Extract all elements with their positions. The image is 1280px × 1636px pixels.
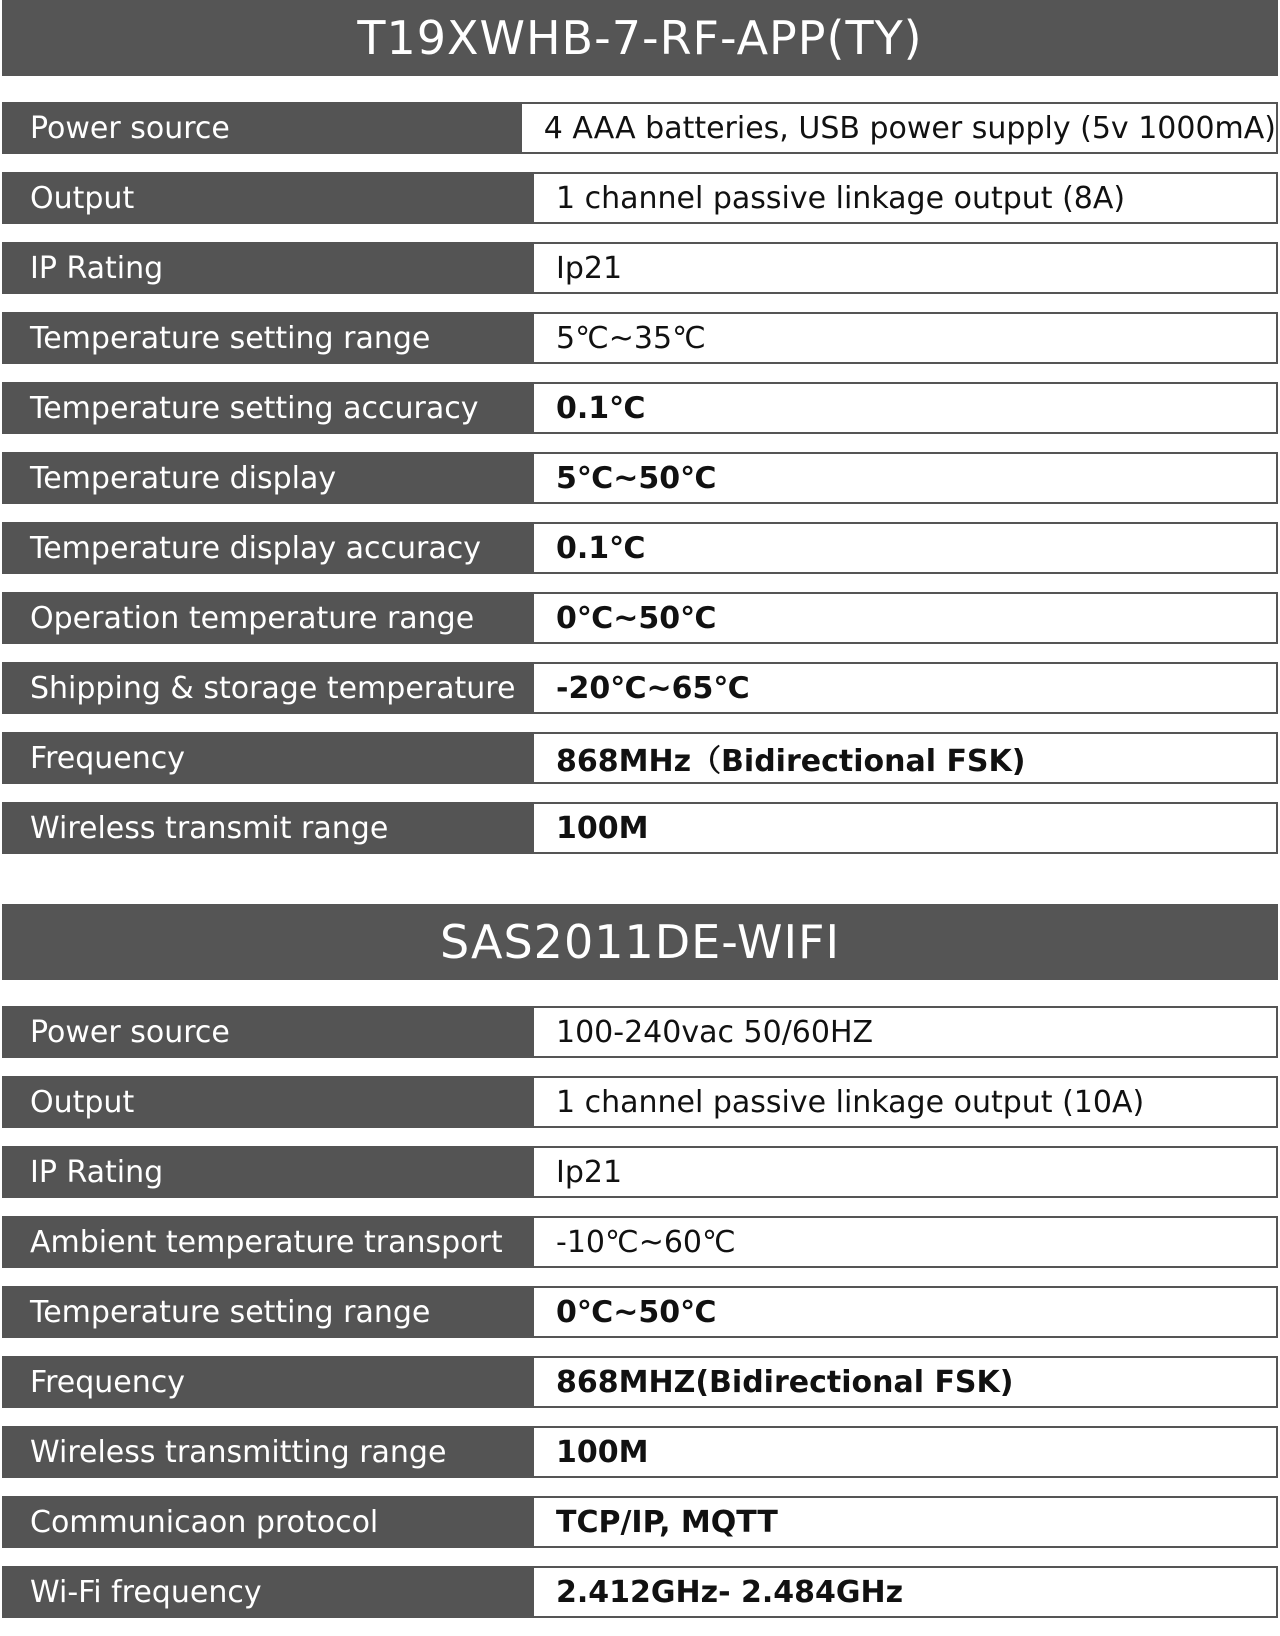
spec-row — [2, 1146, 1278, 1198]
spec-row — [2, 382, 1278, 434]
spec-value: 5℃~35℃ — [534, 312, 1278, 364]
spec-row — [2, 172, 1278, 224]
spec-label: Power source — [2, 102, 522, 154]
spec-value: TCP/IP, MQTT — [534, 1496, 1278, 1548]
spec-label: Output — [2, 1076, 534, 1128]
spec-section-sas2011de — [2, 904, 1278, 1636]
spec-label: Temperature display accuracy — [2, 522, 534, 574]
spec-row — [2, 1286, 1278, 1338]
spec-label: IP Rating — [2, 1146, 534, 1198]
spec-label: Output — [2, 172, 534, 224]
spec-label: Frequency — [2, 732, 534, 784]
spec-value: 100M — [534, 1426, 1278, 1478]
spec-row — [2, 312, 1278, 364]
spec-row — [2, 732, 1278, 784]
spec-row — [2, 242, 1278, 294]
spec-row — [2, 102, 1278, 154]
spec-row — [2, 1566, 1278, 1618]
spec-label: Shipping & storage temperature — [2, 662, 534, 714]
spec-label: Operation temperature range — [2, 592, 534, 644]
spec-value: 4 AAA batteries, USB power supply (5v 1000mA) — [522, 102, 1278, 154]
spec-row — [2, 592, 1278, 644]
spec-row — [2, 522, 1278, 574]
spec-row — [2, 802, 1278, 854]
spec-value: 1 channel passive linkage output (10A) — [534, 1076, 1278, 1128]
spec-value: 100-240vac 50/60HZ — [534, 1006, 1278, 1058]
spec-row — [2, 1496, 1278, 1548]
spec-label: Power source — [2, 1006, 534, 1058]
spec-label: Temperature setting accuracy — [2, 382, 534, 434]
spec-value: -10℃~60℃ — [534, 1216, 1278, 1268]
spec-row — [2, 662, 1278, 714]
spec-value: 5℃~50℃ — [534, 452, 1278, 504]
spec-value: Ip21 — [534, 1146, 1278, 1198]
spec-label: Temperature setting range — [2, 1286, 534, 1338]
spec-row — [2, 1356, 1278, 1408]
spec-label: Temperature display — [2, 452, 534, 504]
spec-label: Communicaon protocol — [2, 1496, 534, 1548]
spec-label: Ambient temperature transport — [2, 1216, 534, 1268]
spec-value: 1 channel passive linkage output (8A) — [534, 172, 1278, 224]
spec-value: 868MHz（Bidirectional FSK) — [534, 732, 1278, 784]
section-title: SAS2011DE-WIFI — [2, 904, 1278, 980]
spec-row — [2, 1076, 1278, 1128]
spec-value: Ip21 — [534, 242, 1278, 294]
spec-label: Wireless transmit range — [2, 802, 534, 854]
spec-label: Temperature setting range — [2, 312, 534, 364]
spec-value: 0℃~50℃ — [534, 592, 1278, 644]
spec-label: Wi-Fi frequency — [2, 1566, 534, 1618]
spec-row — [2, 1426, 1278, 1478]
spec-table — [2, 1006, 1278, 1618]
spec-row — [2, 1006, 1278, 1058]
spec-row — [2, 1216, 1278, 1268]
spec-value: 0.1℃ — [534, 382, 1278, 434]
spec-label: Frequency — [2, 1356, 534, 1408]
spec-value: -20℃~65℃ — [534, 662, 1278, 714]
spec-label: IP Rating — [2, 242, 534, 294]
spec-value: 868MHZ(Bidirectional FSK) — [534, 1356, 1278, 1408]
spec-table — [2, 102, 1278, 854]
spec-label: Wireless transmitting range — [2, 1426, 534, 1478]
spec-section-t19xwhb — [2, 0, 1278, 872]
spec-value: 100M — [534, 802, 1278, 854]
section-title: T19XWHB-7-RF-APP(TY) — [2, 0, 1278, 76]
spec-row — [2, 452, 1278, 504]
spec-value: 2.412GHz- 2.484GHz — [534, 1566, 1278, 1618]
spec-value: 0.1℃ — [534, 522, 1278, 574]
spec-value: 0℃~50℃ — [534, 1286, 1278, 1338]
